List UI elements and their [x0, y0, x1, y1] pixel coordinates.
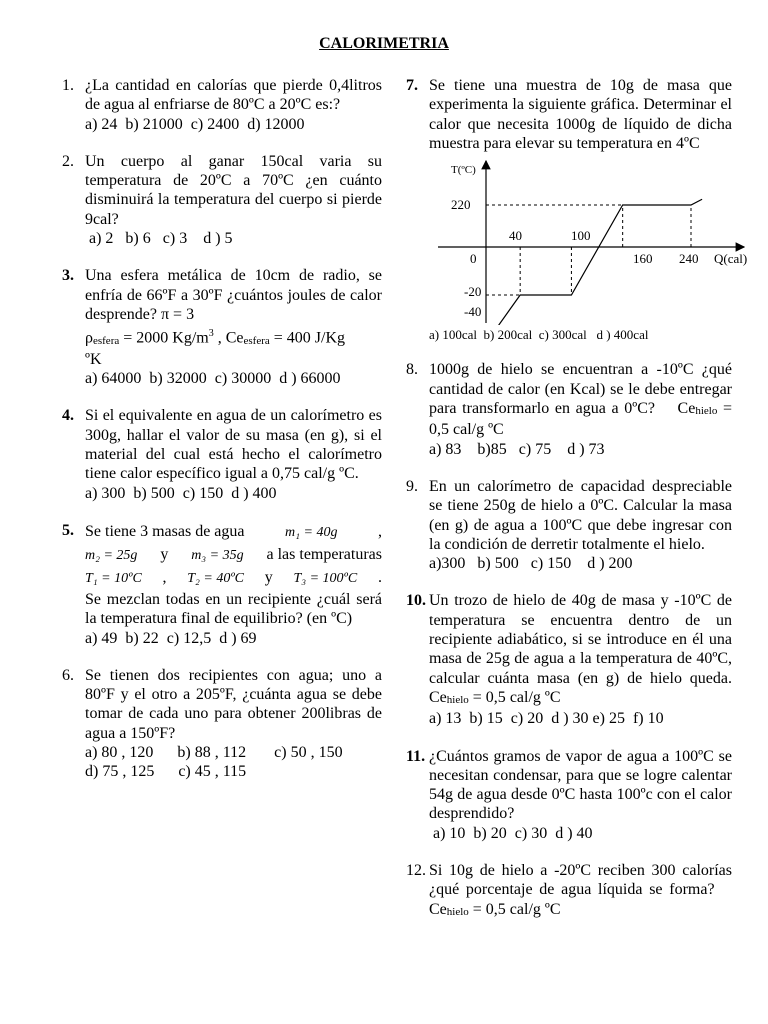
density-line: $\rho_{esfera} = 2000$ $Kg/m^3$ , $Ce_{esfera} = 400$ J/Kg: [85, 328, 346, 347]
y-tick-minus-20: -20: [464, 284, 482, 300]
x-axis-label: Q(cal): [714, 251, 748, 267]
problem-7: [406, 76, 732, 153]
problem-12: [406, 861, 732, 921]
problem-1: [62, 76, 382, 134]
x-tick-0: 0: [470, 251, 477, 267]
problem-text: Un cuerpo al ganar 150cal varia su temperatura de 20ºC a 70ºC ¿en cuánto disminuirá la temperatura del cuerpo si pierde 9cal?: [85, 152, 382, 228]
x-tick-160: 160: [633, 251, 653, 267]
problem-number: 6.: [62, 666, 74, 684]
x-tick-100: 100: [571, 228, 591, 244]
problem-11: [406, 747, 732, 843]
problem-10: [406, 591, 732, 728]
temperature-heat-graph: [406, 153, 748, 325]
heating-curve: [486, 199, 702, 325]
problem-text: ¿Cuántos gramos de vapor de agua a 100ºC se necesitan condensar, para que se logre calentar 54g de agua desde 0ºC hasta 100ºc con el calor desprendido?: [429, 747, 732, 823]
answer-options: a) 13 b) 15 c) 20 d ) 30 e) 25 f) 10: [429, 710, 664, 728]
problem-text: ¿La cantidad en calorías que pierde 0,4litros de agua al enfriarse de 80ºC a 20ºC es:?: [85, 77, 382, 114]
problem-text: En un calorímetro de capacidad despreciable se tiene 250g de hielo a 0ºC. Calcular la masa (en g) de agua a 100ºC que debe ingresar con la condición de derretir totalmente el hielo.: [429, 477, 732, 553]
y-tick-220: 220: [451, 197, 471, 213]
temps-line: T₁ = 10ºC , T₂ = 40ºC y T₃ = 100ºC .: [85, 568, 382, 586]
problem-text: 1000g de hielo se encuentran a -10ºC ¿qué cantidad de calor (en Kcal) se le debe entregar para transformarlo en agua a 0ºC? $Ce_{hielo} = 0,5$ cal/g ºC: [429, 361, 732, 439]
problem-number: 9.: [406, 477, 418, 495]
problem-8: [406, 360, 732, 458]
problem-5: [62, 521, 382, 648]
problem-number: 2.: [62, 152, 74, 170]
unit-line: ºK: [85, 350, 102, 368]
problem-2: [62, 152, 382, 248]
answer-options: a) 80 , 120 b) 88 , 112 c) 50 , 150: [85, 744, 343, 762]
x-tick-240: 240: [679, 251, 699, 267]
guide-lines: [486, 205, 691, 295]
problem-4: [62, 406, 382, 502]
problem-text: Si el equivalente en agua de un calorímetro es 300g, hallar el valor de su masa (en g), si el material del cual está hecho el calorímetro tiene calor específico igual a 0,75 cal/g ºC.: [85, 407, 382, 483]
answer-options: a) 49 b) 22 c) 12,5 d ) 69: [85, 629, 257, 647]
graph-svg: [434, 153, 768, 325]
answer-options: a) 300 b) 500 c) 150 d ) 400: [85, 484, 277, 502]
problem-number: 3.: [62, 267, 74, 285]
problem-number: 1.: [62, 77, 74, 94]
problem-number: 10.: [406, 592, 426, 610]
y-axis-label: T(ºC): [451, 164, 476, 177]
masses-line-1: Se tiene 3 masas de agua m₁ = 40g ,: [85, 522, 382, 540]
problem-number: 12.: [406, 862, 426, 880]
answer-options: a)300 b) 500 c) 150 d ) 200: [429, 555, 633, 573]
answer-options: a) 100cal b) 200cal c) 300cal d ) 400cal: [429, 327, 649, 343]
y-tick-minus-40: -40: [464, 304, 482, 320]
problem-number: 11.: [406, 747, 426, 765]
left-column: [62, 76, 382, 782]
problem-text: Una esfera metálica de 10cm de radio, se enfría de 66ºF a 30ºF ¿cuántos joules de calor desprende? π = 3: [85, 267, 382, 323]
answer-options: a) 24 b) 21000 c) 2400 d) 12000: [85, 115, 305, 133]
answer-options: a) 64000 b) 32000 c) 30000 d ) 66000: [85, 370, 341, 388]
problem-number: 7.: [406, 77, 418, 94]
problem-text: Un trozo de hielo de 40g de masa y -10ºC de temperatura se encuentra dentro de un recipiente adiabático, si se introduce en él una masa de 25g de agua a la temperatura de 40ºC, calcular cuánta masa (en g) de hielo queda. $Ce_{hielo} = 0,5$ cal/g ºC: [429, 592, 732, 706]
answer-options: a) 83 b)85 c) 75 d ) 73: [429, 440, 605, 458]
right-column: [406, 76, 748, 921]
problem-text: Se tienen dos recipientes con agua; uno a 80ºF y el otro a 205ºF, ¿cuánta agua se debe tomar de cada uno para obtener 200libras de agua a 150ºF?: [85, 666, 382, 742]
problem-9: [406, 477, 732, 573]
problem-number: 4.: [62, 407, 74, 425]
answer-options: d) 75 , 125 c) 45 , 115: [85, 763, 247, 781]
x-tick-40: 40: [509, 228, 522, 244]
problem-6: [62, 666, 382, 782]
problem-number: 8.: [406, 361, 418, 379]
problem-text: Se mezclan todas en un recipiente ¿cuál será la temperatura final de equilibrio? (en ºC): [85, 590, 382, 628]
answer-options: a) 10 b) 20 c) 30 d ) 40: [429, 824, 593, 842]
problem-number: 5.: [62, 521, 74, 539]
masses-line-2: m₂ = 25g y m₃ = 35g a las temperaturas: [85, 545, 382, 563]
page-title: CALORIMETRIA: [319, 35, 449, 52]
problem-text: Si 10g de hielo a -20ºC reciben 300 calorías ¿qué porcentaje de agua líquida se forma? $Ce_{hielo} = 0,5$ cal/g ºC: [429, 862, 732, 918]
problem-text: Se tiene una muestra de 10g de masa que experimenta la siguiente gráfica. Determinar el calor que necesita 1000g de líquido de dicha muestra para elevar su temperatura en 4ºC: [429, 77, 732, 152]
problem-3: [62, 266, 382, 388]
answer-options: a) 2 b) 6 c) 3 d ) 5: [85, 230, 233, 248]
